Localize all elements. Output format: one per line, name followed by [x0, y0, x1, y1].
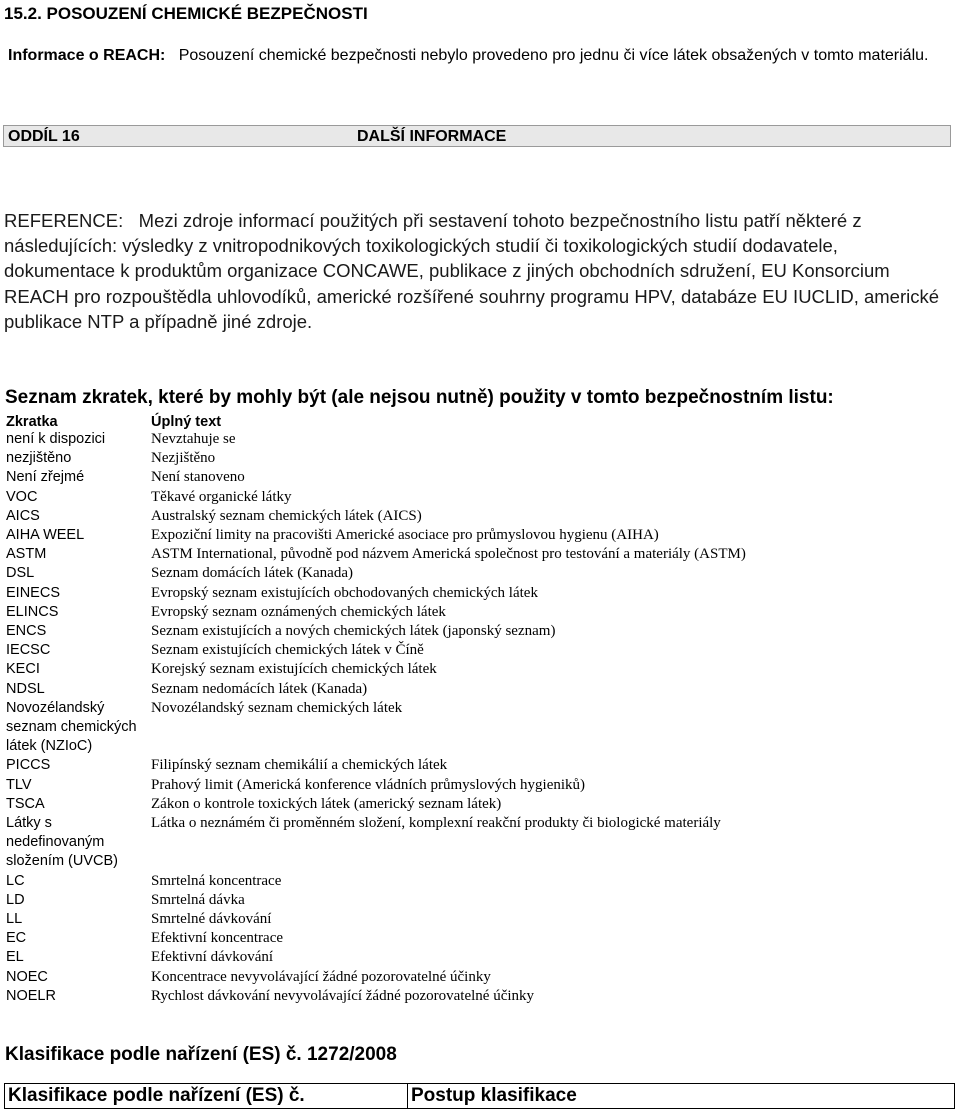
full-text-cell: Evropský seznam oznámených chemických látek	[151, 603, 446, 620]
full-text-cell: Prahový limit (Americká konference vládních průmyslových hygieniků)	[151, 776, 586, 793]
abbreviations-table	[4, 430, 746, 1006]
table-row	[4, 526, 746, 545]
reach-info-text: Posouzení chemické bezpečnosti nebylo provedeno pro jednu či více látek obsažených v tomto materiálu.	[178, 47, 929, 64]
full-text-cell: Novozélandský seznam chemických látek	[151, 699, 403, 716]
table-row	[4, 814, 746, 872]
abbreviation-cell: LC	[6, 872, 25, 889]
table-row	[4, 872, 746, 891]
abbreviation-cell: NOELR	[6, 987, 56, 1004]
abbreviation-cell: VOC	[6, 488, 38, 505]
full-text-cell: Smrtelná dávka	[151, 891, 245, 908]
table-row	[4, 929, 746, 948]
abbreviation-cell: PICCS	[6, 757, 51, 774]
full-text-cell: Expoziční limity na pracovišti Americké asociace pro průmyslovou hygienu (AIHA)	[151, 527, 659, 544]
full-text-cell: Koncentrace nevyvolávající žádné pozorovatelné účinky	[151, 968, 491, 985]
references-text: Mezi zdroje informací použitých při sestavení tohoto bezpečnostního listu patří některé z následujících: výsledky z vnitropodnikových toxikologických studií či toxikologických studií dodavatele, dokumentace k produktům organizace CONCAWE, publikace z jiných obchodních sdružení, EU Konsorcium REACH pro rozpouštědla uhlovodíků, americké rozšířené souhrny programu HPV, databáze EU IUCLID, americké publikace NTP a případně jiné zdroje.	[4, 210, 940, 332]
full-text-cell: Smrtelné dávkování	[151, 911, 272, 928]
classification-table-header-cell	[5, 1084, 408, 1108]
reach-info	[8, 46, 953, 66]
classification-heading: Klasifikace podle nařízení (ES) č. 1272/2008	[5, 1044, 397, 1065]
abbreviation-cell: DSL	[6, 565, 35, 582]
full-text-cell: Nezjištěno	[151, 450, 216, 467]
table-row	[4, 584, 746, 603]
table-row	[4, 948, 746, 967]
abbreviation-cell: EINECS	[6, 584, 60, 601]
table-row	[4, 468, 746, 487]
abbreviation-cell: EC	[6, 930, 27, 947]
full-text-cell: Filipínský seznam chemikálií a chemických látek	[151, 757, 448, 774]
full-text-cell: Korejský seznam existujících chemických látek	[151, 661, 437, 678]
full-text-cell: Rychlost dávkování nevyvolávající žádné pozorovatelné účinky	[151, 987, 535, 1004]
table-row	[4, 507, 746, 526]
abbreviation-cell: Novozélandský seznam chemických látek (NZIoC)	[6, 699, 137, 755]
full-text-cell: Efektivní dávkování	[151, 949, 274, 966]
section-title: DALŠÍ INFORMACE	[357, 128, 507, 145]
abbreviation-cell: Látky s nedefinovaným složením (UVCB)	[6, 815, 118, 870]
table-row	[4, 488, 746, 507]
table-row	[4, 891, 746, 910]
abbreviation-cell: TSCA	[6, 795, 45, 812]
abbreviation-cell: NDSL	[6, 680, 45, 697]
table-row	[4, 449, 746, 468]
table-row	[4, 641, 746, 660]
abbreviation-cell: LD	[6, 891, 25, 908]
abbreviation-cell: KECI	[6, 661, 40, 678]
table-row	[4, 910, 746, 929]
classification-col-procedure: Postup klasifikace	[411, 1085, 577, 1106]
full-text-cell: Seznam existujících chemických látek v Číně	[151, 642, 424, 659]
table-row	[4, 756, 746, 775]
classification-table	[4, 1083, 955, 1109]
abbreviation-cell: není k dispozici	[6, 431, 106, 447]
full-text-cell: Nevztahuje se	[151, 431, 236, 447]
full-text-cell: Seznam domácích látek (Kanada)	[151, 565, 353, 582]
abbreviation-cell: Není zřejmé	[6, 469, 85, 486]
classification-col-regulation: Klasifikace podle nařízení (ES) č.	[8, 1085, 305, 1106]
abbreviation-cell: AICS	[6, 507, 40, 524]
abbreviation-cell: EL	[6, 949, 24, 966]
full-text-cell: Australský seznam chemických látek (AICS)	[151, 507, 422, 524]
table-row	[4, 680, 746, 699]
full-text-cell: Efektivní koncentrace	[151, 930, 284, 947]
full-text-cell: Seznam nedomácích látek (Kanada)	[151, 680, 368, 697]
full-text-cell: ASTM International, původně pod názvem Americká společnost pro testování a materiály (ASTM)	[151, 546, 746, 563]
section-header	[3, 125, 951, 147]
column-header-abbreviation: Zkratka	[6, 414, 58, 430]
table-row	[4, 968, 746, 987]
table-row	[4, 660, 746, 679]
full-text-cell: Není stanoveno	[151, 469, 245, 486]
abbreviation-cell: NOEC	[6, 968, 48, 985]
table-row	[4, 603, 746, 622]
table-row	[4, 776, 746, 795]
column-header-full-text: Úplný text	[151, 414, 222, 430]
full-text-cell: Látka o neznámém či proměnném složení, komplexní reakční produkty či biologické materiály	[151, 815, 721, 832]
full-text-cell: Seznam existujících a nových chemických látek (japonský seznam)	[151, 623, 556, 640]
table-row	[4, 987, 746, 1006]
table-row	[4, 795, 746, 814]
full-text-cell: Evropský seznam existujících obchodovaných chemických látek	[151, 584, 538, 601]
abbreviation-cell: AIHA WEEL	[6, 527, 85, 544]
section-number: ODDÍL 16	[8, 128, 80, 145]
abbreviation-cell: ENCS	[6, 623, 47, 640]
full-text-cell: Těkavé organické látky	[151, 488, 292, 505]
abbreviations-heading: Seznam zkratek, které by mohly být (ale nejsou nutně) použity v tomto bezpečnostním listu:	[5, 387, 834, 408]
table-row	[4, 699, 746, 757]
abbreviation-cell: IECSC	[6, 642, 51, 659]
references-paragraph	[4, 208, 954, 334]
abbreviation-cell: ASTM	[6, 546, 47, 563]
table-row	[4, 564, 746, 583]
abbreviation-cell: TLV	[6, 776, 32, 793]
subsection-title: 15.2. POSOUZENÍ CHEMICKÉ BEZPEČNOSTI	[4, 4, 368, 23]
table-row	[4, 545, 746, 564]
full-text-cell: Zákon o kontrole toxických látek (americký seznam látek)	[151, 795, 502, 812]
abbreviation-cell: nezjištěno	[6, 450, 72, 467]
full-text-cell: Smrtelná koncentrace	[151, 872, 282, 889]
table-row	[4, 430, 746, 449]
abbreviation-cell: LL	[6, 911, 23, 928]
table-row	[4, 622, 746, 641]
abbreviation-cell: ELINCS	[6, 603, 59, 620]
references-label: REFERENCE:	[4, 210, 124, 231]
reach-info-label: Informace o REACH:	[8, 47, 166, 64]
